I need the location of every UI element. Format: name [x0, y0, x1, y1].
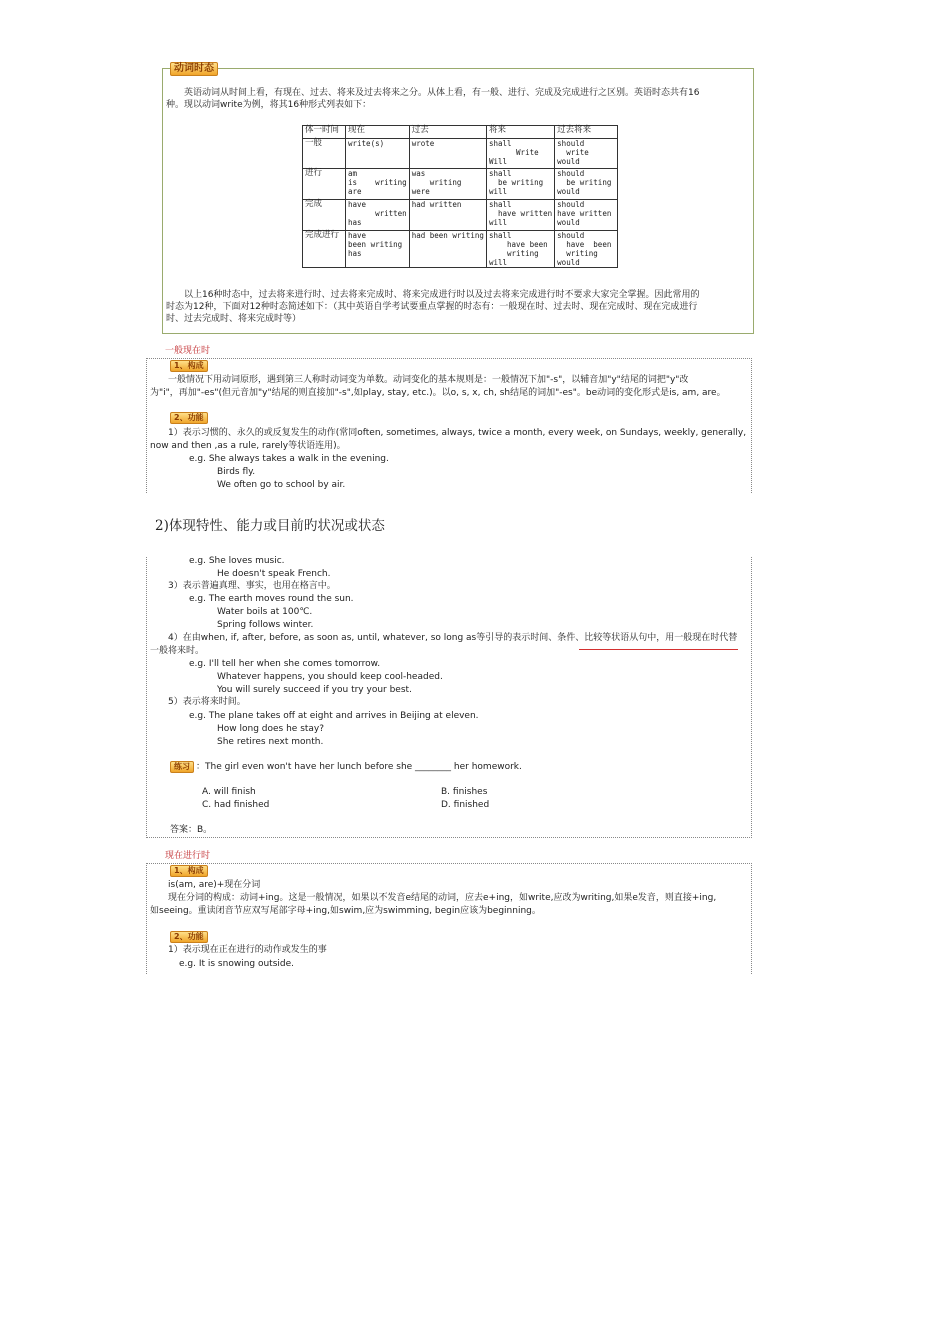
form-tag: 1、构成: [170, 865, 208, 877]
tense-cell: [486, 200, 554, 231]
example-text: Birds fly.: [217, 467, 256, 477]
example-text: You will surely succeed if you try your best.: [217, 685, 412, 695]
tense-cell-line: would: [557, 258, 580, 267]
tense-cell-line: shall: [488, 231, 512, 240]
form-tag: 1、构成: [170, 360, 208, 372]
row-header: 进行: [303, 169, 346, 200]
function-tag: 2、功能: [170, 931, 208, 943]
tense-cell-line: will: [488, 258, 508, 267]
use-4-line-1: 4）在由when, if, after, before, as soon as, until, whatever, so long as等引导的表示时间、条件、比较等状语从句中，用一般现在时代替: [168, 633, 738, 643]
use-1: 1）表示现在正在进行的动作或发生的事: [168, 945, 327, 955]
red-underline: [579, 649, 738, 650]
use-1-line-2: now and then ,as a rule, rarely等状语连用)。: [150, 441, 346, 451]
tense-cell-line: be writing: [557, 178, 612, 187]
tense-cell: [486, 231, 554, 268]
form-line-2: 为"i"，再加"-es"(但元音加"y"结尾的则直接加"-s",如play, stay, etc.)。以o, s, x, ch, sh结尾的词加"-es"。be动词的变化形式是is, am, are。: [150, 388, 726, 398]
col-header: 将来: [486, 126, 554, 139]
form-line-1: 一般情况下用动词原形，遇到第三人称时动词变为单数。动词变化的基本规则是：一般情况下加"-s"，以辅音加"y"结尾的词把"y"改: [168, 375, 689, 385]
tense-cell-line: had written: [411, 200, 462, 209]
tense-cell-line: will: [488, 187, 508, 196]
tense-cell-line: is writing: [348, 178, 407, 187]
tense-cell-line: wrote: [411, 139, 435, 148]
row-header: 一般: [303, 139, 346, 169]
use-4-line-2: 一般将来时。: [150, 646, 205, 656]
tense-cell-line: shall: [488, 139, 512, 148]
tense-cell: [555, 139, 618, 169]
tense-cell-line: were: [411, 187, 430, 196]
practice-tag: 练习: [170, 761, 194, 773]
tense-cell-line: would: [557, 218, 580, 227]
example-text: e.g. I'll tell her when she comes tomorrow.: [189, 659, 381, 669]
example-text: Spring follows winter.: [217, 620, 314, 630]
tense-cell-line: has: [348, 249, 362, 258]
tense-cell: [486, 139, 554, 169]
tense-cell: [409, 200, 486, 231]
tense-cell-line: have written: [557, 209, 612, 218]
tense-cell-line: have been: [488, 240, 548, 249]
tense-cell: [555, 200, 618, 231]
tense-cell-line: writing: [557, 249, 598, 258]
col-header: 过去: [409, 126, 486, 139]
tense-cell-line: have written: [488, 209, 553, 218]
outro-line-1: 以上16种时态中，过去将来进行时、过去将来完成时、将来完成进行时以及过去将来完成进行时不要求大家完全掌握。因此常用的: [184, 290, 700, 300]
option-b: B. finishes: [441, 787, 488, 797]
tense-cell-line: will: [488, 218, 508, 227]
col-header: 现在: [346, 126, 410, 139]
example-text: She retires next month.: [217, 737, 324, 747]
tense-cell: [486, 169, 554, 200]
tense-cell-line: had been writing: [411, 231, 484, 240]
example-text: e.g. The plane takes off at eight and arrives in Beijing at eleven.: [189, 711, 479, 721]
form-line-2: 现在分词的构成：动词+ing。这是一般情况，如果以不发音e结尾的动词，应去e+ing，如write,应改为writing,如果e发音，则直接+ing,: [168, 893, 717, 903]
tense-cell-line: be writing: [488, 178, 544, 187]
tense-section-tag: 动词时态: [170, 62, 218, 76]
intro-line-1: 英语动词从时间上看，有现在、过去、将来及过去将来之分。从体上看，有一般、进行、完成及完成进行之区别。英语时态共有16: [184, 88, 700, 98]
row-header: 完成进行: [303, 231, 346, 268]
tense-cell: [346, 169, 410, 200]
tense-cell-line: should: [557, 231, 585, 240]
form-line-3: 如seeing。重读闭音节应双写尾部字母+ing,如swim,应为swimming, begin应该为beginning。: [150, 906, 541, 916]
tense-cell-line: have: [348, 200, 367, 209]
tense-cell-line: have been: [557, 240, 612, 249]
form-line-1: is(am, are)+现在分词: [168, 880, 261, 890]
tense-cell-line: shall: [488, 169, 512, 178]
function-tag: 2、功能: [170, 412, 208, 424]
tense-cell-line: write: [557, 148, 589, 157]
outro-line-3: 时、过去完成时、将来完成时等）: [166, 314, 302, 324]
tense-cell: [409, 139, 486, 169]
option-d: D. finished: [441, 800, 490, 810]
tense-cell: [346, 139, 410, 169]
tense-cell-line: shall: [488, 200, 512, 209]
example-text: Water boils at 100℃.: [217, 607, 313, 617]
tense-cell-line: would: [557, 187, 580, 196]
tense-cell-line: written: [348, 209, 407, 218]
tense-cell: [346, 200, 410, 231]
option-a: A. will finish: [202, 787, 256, 797]
tense-cell-line: writing: [411, 178, 462, 187]
outro-line-2: 时态为12种，下面对12种时态简述如下：（其中英语自学考试要重点掌握的时态有：一般现在时、过去时、现在完成时、现在完成进行: [166, 302, 698, 312]
tense-cell-line: write(s): [348, 139, 385, 148]
example-text: e.g. She always takes a walk in the evening.: [189, 454, 389, 464]
use-5: 5）表示将来时间。: [168, 697, 246, 707]
tense-cell-line: should: [557, 169, 585, 178]
answer: 答案：B。: [170, 825, 213, 835]
example-text: e.g. She loves music.: [189, 556, 285, 566]
tense-cell-line: Write: [488, 148, 539, 157]
intro-line-2: 种。现以动词write为例，将其16种形式列表如下：: [166, 100, 372, 110]
col-header: 过去将来: [555, 126, 618, 139]
tense-cell: [555, 169, 618, 200]
tense-cell-line: are: [348, 187, 362, 196]
tense-cell: [409, 231, 486, 268]
tense-cell-line: should: [557, 200, 585, 209]
example-text: Whatever happens, you should keep cool-headed.: [217, 672, 443, 682]
tense-cell-line: has: [348, 218, 362, 227]
tense-cell: [555, 231, 618, 268]
use-2-heading: 2)体现特性、能力或目前旳状况或状态: [155, 518, 385, 534]
section-heading-present-continuous: 现在进行时: [165, 851, 211, 861]
tense-cell-line: would: [557, 157, 580, 166]
tense-cell-line: have: [348, 231, 367, 240]
practice-question: ：The girl even won't have her lunch before she ________ her homework.: [196, 762, 522, 772]
tense-cell-line: was: [411, 169, 426, 178]
tense-cell-line: been writing: [348, 240, 403, 249]
tense-table: [302, 125, 618, 268]
example-text: How long does he stay?: [217, 724, 325, 734]
use-3: 3）表示普遍真理、事实，也用在格言中。: [168, 581, 336, 591]
example-text: We often go to school by air.: [217, 480, 346, 490]
row-header: 完成: [303, 200, 346, 231]
example-text: e.g. The earth moves round the sun.: [189, 594, 354, 604]
tense-cell: [346, 231, 410, 268]
use-1-line-1: 1）表示习惯的、永久的或反复发生的动作(常同often, sometimes, always, twice a month, every week, on Sundays, weekly, generally,: [168, 428, 747, 438]
example-text: e.g. It is snowing outside.: [179, 959, 295, 969]
tense-cell: [409, 169, 486, 200]
table-corner: 体一时间: [303, 126, 346, 139]
example-text: He doesn't speak French.: [217, 569, 331, 579]
section-heading-simple-present: 一般现在时: [165, 346, 211, 356]
tense-cell-line: writing: [488, 249, 539, 258]
tense-cell-line: Will: [488, 157, 508, 166]
tense-cell-line: should: [557, 139, 585, 148]
option-c: C. had finished: [202, 800, 270, 810]
tense-cell-line: am: [348, 169, 358, 178]
